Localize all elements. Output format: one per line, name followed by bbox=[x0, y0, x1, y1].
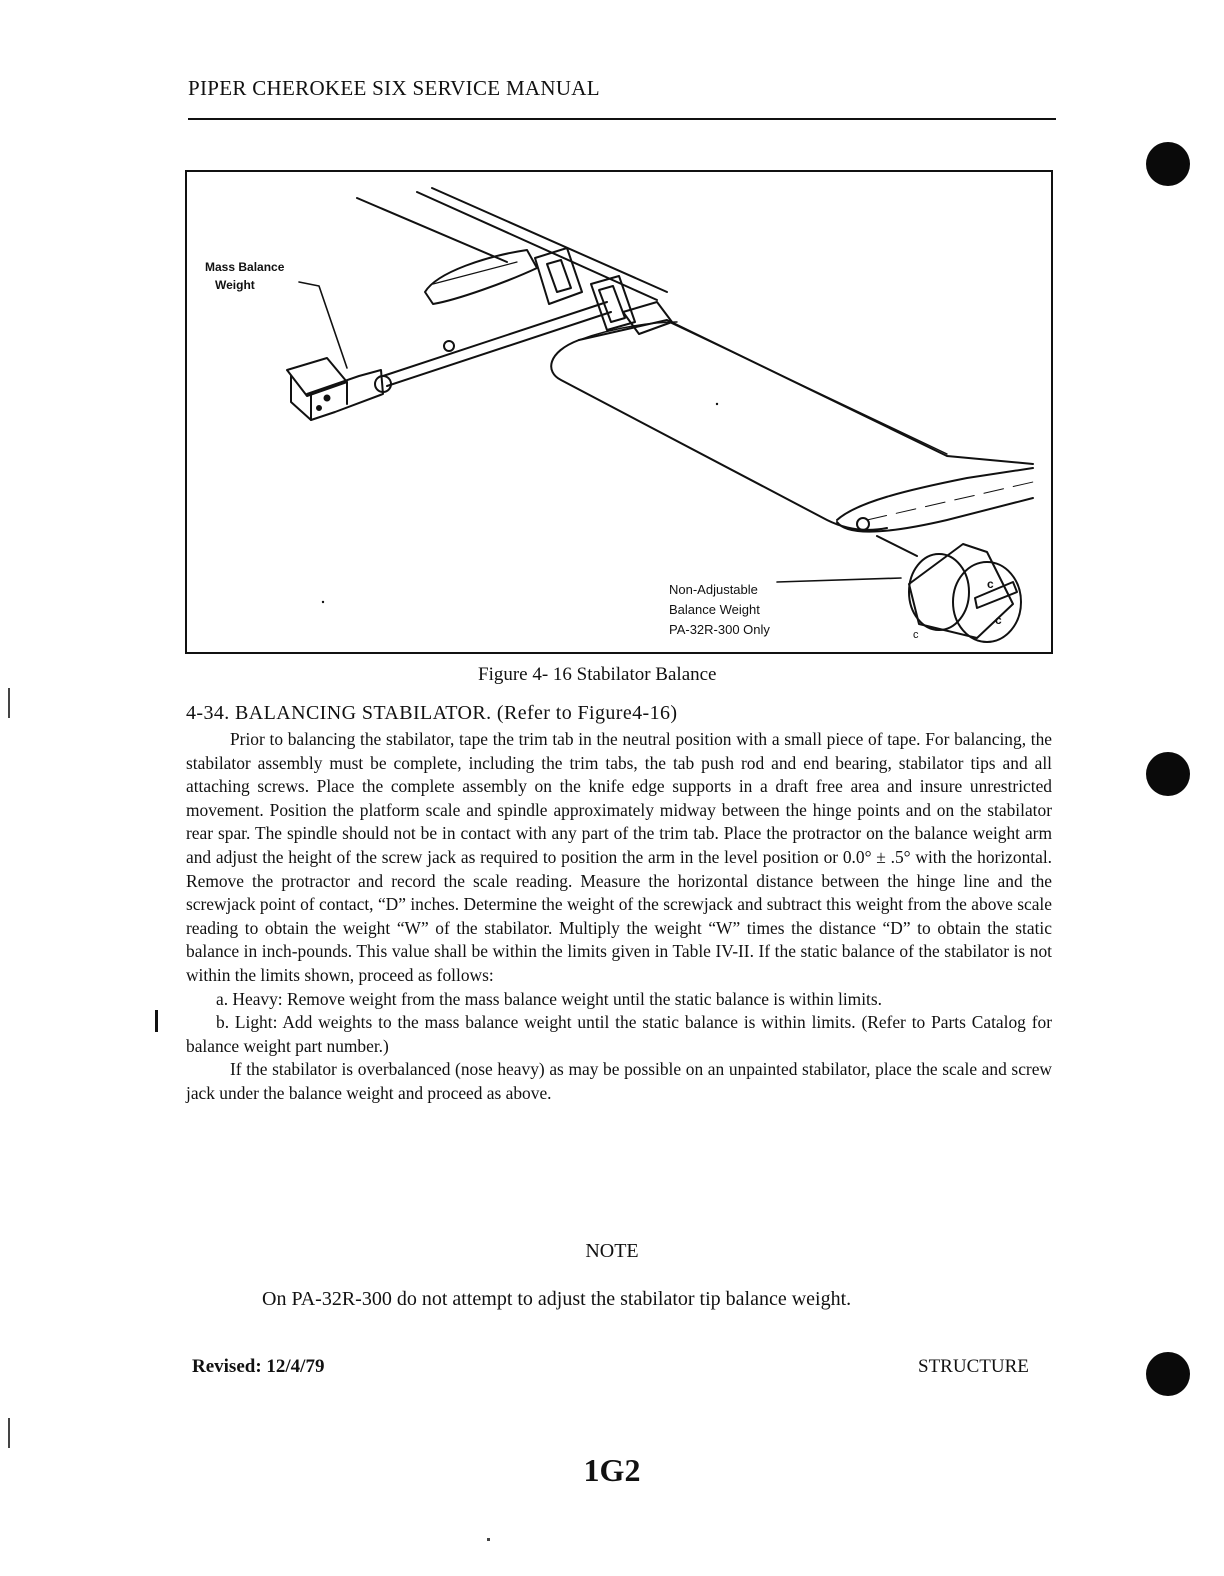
scan-speck bbox=[8, 1418, 10, 1448]
overbalanced-paragraph: If the stabilator is overbalanced (nose heavy) as may be possible on an unpainted stabilator, place the scale and screw jack under the balance weight and proceed as above. bbox=[186, 1059, 1052, 1103]
svg-text:c: c bbox=[987, 577, 994, 591]
scan-speck bbox=[8, 688, 10, 718]
step-heavy: a. Heavy: Remove weight from the mass balance weight until the static balance is within limits. bbox=[216, 988, 882, 1009]
revision-date: Revised: 12/4/79 bbox=[192, 1356, 325, 1377]
stabilator-illustration bbox=[187, 172, 1053, 654]
note-text: On PA-32R-300 do not attempt to adjust the stabilator tip balance weight. bbox=[262, 1288, 852, 1310]
page-number: 1G2 bbox=[583, 1452, 641, 1488]
balancing-procedure-paragraph: Prior to balancing the stabilator, tape the trim tab in the neutral position with a small piece of tape. For balancing, the stabilator assembly must be complete, including the trim tabs, the tab push rod and end bearing, stabilator tips and all attaching screws. Place the complete assembly on the knife edge supports in a draft free area and insure unrestricted movement. Position the platform scale and spindle approximately midway between the hinge points and on the stabilator rear spar. The spindle should not be in contact with any part of the trim tab. Place the protractor on the balance weight arm and adjust the height of the screw jack as required to position the arm in the level position or 0.0° ± .5° with the horizontal. Remove the protractor and record the scale reading. Measure the horizontal distance between the hinge line and the screwjack point of contact, “D” inches. Determine the weight of the screwjack and subtract this weight from the above scale reading to obtain the weight “W” of the stabilator. Multiply the weight “W” times the distance “D” to obtain the static balance in inch-pounds. This value shall be within the limits given in Table IV-II. If the static balance of the stabilator is not within the limits shown, proceed as follows: bbox=[186, 729, 1052, 985]
footer-section-name: STRUCTURE bbox=[918, 1356, 1029, 1377]
punch-hole-top bbox=[1146, 142, 1190, 186]
punch-hole-bottom bbox=[1146, 1352, 1190, 1396]
note-heading: NOTE bbox=[585, 1240, 639, 1262]
revision-change-bar bbox=[155, 1010, 158, 1032]
page-header-title: PIPER CHEROKEE SIX SERVICE MANUAL bbox=[188, 76, 600, 100]
figure-caption: Figure 4- 16 Stabilator Balance bbox=[478, 664, 717, 685]
step-light: b. Light: Add weights to the mass balance weight until the static balance is within limits. (Refer to Parts Catalog for balance weight part number.) bbox=[186, 1012, 1052, 1056]
punch-hole-middle bbox=[1146, 752, 1190, 796]
svg-text:c: c bbox=[913, 629, 919, 641]
section-title: 4-34. BALANCING STABILATOR. (Refer to Figure4-16) bbox=[186, 702, 678, 724]
figure-stabilator-balance bbox=[185, 170, 1053, 654]
scan-speck bbox=[487, 1538, 490, 1541]
body-text bbox=[186, 728, 1052, 1106]
svg-text:c: c bbox=[995, 613, 1002, 627]
label-mass-balance-weight: Mass Balance Weight bbox=[205, 260, 285, 292]
label-non-adjustable-weight: Non-Adjustable Balance Weight PA-32R-300 Only bbox=[669, 582, 770, 637]
header-rule bbox=[188, 118, 1056, 120]
